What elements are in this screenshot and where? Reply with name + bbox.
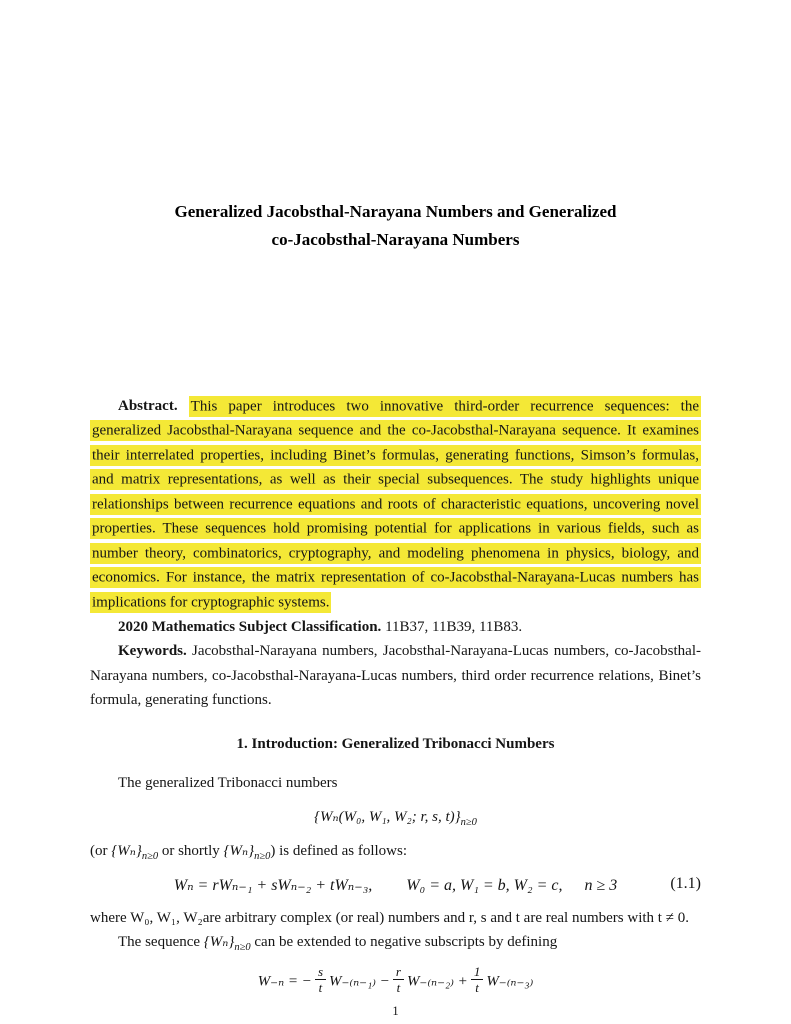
- equation-initial-values: W₀ = a, W₁ = b, W₂ = c,: [406, 876, 563, 894]
- abstract-highlighted-text: This paper introduces two innovative third-order recurrence sequences: the generalized Jacobsthal-Narayana sequence and the co-Jacobsthal-Narayana sequence. It examines their interrelated properties, including Binet’s formulas, generating functions, Simson’s formulas, and matrix representations, as well as their special subsequences. The study highlights unique relationships between recurrence equations and roots of characteristic equations, uncovering novel properties. These sequences hold promising potential for applications in various fields, such as number theory, combinatorics, cryptography, and modeling phenomena in physics, biology, and economics. For instance, the matrix representation of co-Jacobsthal-Narayana-Lucas numbers has implications for cryptographic systems.: [90, 396, 701, 613]
- definition-paragraph: [90, 839, 701, 864]
- sequence-set-3: {Wₙ}: [203, 934, 235, 950]
- fraction-3-denominator: t: [471, 979, 484, 995]
- sequence-set-1-subscript: n≥0: [141, 851, 159, 862]
- neg-eq-term-2: W₋₍ₙ₋₂₎ +: [406, 973, 468, 989]
- paper-title: [90, 198, 701, 254]
- negative-subscripts-paragraph: [90, 930, 701, 955]
- paper-title-line1: Generalized Jacobsthal-Narayana Numbers and Generalized: [174, 202, 617, 221]
- fraction-1-denominator: t: [315, 979, 326, 995]
- section-heading: 1. Introduction: Generalized Tribonacci Numbers: [236, 735, 555, 752]
- display-math-sequence: [90, 804, 701, 830]
- page-number: 1: [392, 1003, 399, 1018]
- msc-text: 11B37, 11B39, 11B83.: [385, 618, 523, 635]
- fraction-2-numerator: r: [395, 963, 401, 979]
- fraction-1-numerator: s: [317, 963, 323, 979]
- keywords-label: Keywords.: [118, 643, 187, 659]
- where-paragraph: where W₀, W₁, W₂are arbitrary complex (or real) numbers and r, s and t are real numbers with t ≠ 0.: [90, 909, 689, 926]
- fraction-3-numerator: 1: [473, 963, 481, 979]
- abstract-paragraph: [90, 394, 701, 615]
- keywords-text: Jacobsthal-Narayana numbers, Jacobsthal-Narayana-Lucas numbers, co-Jacobsthal-Narayana numbers, co-Jacobsthal-Narayana-Lucas numbers, third order recurrence relations, Binet’s formula, generating functions.: [90, 643, 702, 708]
- neg-eq-term-3: W₋₍ₙ₋₃₎: [486, 973, 534, 989]
- display-math-negative-recurrence: [90, 965, 701, 995]
- negative-subscripts-pre-text: The sequence: [118, 934, 204, 950]
- equation-condition: n ≥ 3: [584, 876, 618, 894]
- fraction-2-denominator: t: [393, 979, 404, 995]
- msc-label: 2020 Mathematics Subject Classification.: [118, 618, 382, 635]
- fraction-1-over-t: [471, 965, 484, 995]
- sequence-set-2-subscript: n≥0: [254, 851, 271, 862]
- sequence-subscript: n≥0: [460, 817, 477, 828]
- sequence-set-3-subscript: n≥0: [234, 942, 251, 953]
- definition-mid-text: or shortly: [158, 843, 224, 859]
- definition-post-text: ) is defined as follows:: [270, 843, 407, 859]
- intro-paragraph: The generalized Tribonacci numbers: [118, 774, 338, 791]
- fraction-r-over-t: [393, 965, 404, 995]
- sequence-set-2: {Wₙ}: [223, 843, 255, 859]
- sequence-set-1: {Wₙ}: [111, 843, 142, 859]
- equation-number: (1.1): [670, 874, 701, 892]
- fraction-s-over-t: [315, 965, 326, 995]
- equation-recurrence: Wₙ = rWₙ₋₁ + sWₙ₋₂ + tWₙ₋₃,: [173, 876, 373, 894]
- neg-eq-term-1: W₋₍ₙ₋₁₎ −: [329, 973, 390, 989]
- paper-title-line2: co-Jacobsthal-Narayana Numbers: [271, 230, 520, 249]
- sequence-notation: {Wₙ(W₀, W₁, W₂; r, s, t)}: [314, 809, 461, 825]
- neg-eq-lhs: W₋ₙ = −: [257, 973, 312, 989]
- equation-1-1: [90, 875, 701, 895]
- definition-pre-text: (or: [90, 843, 112, 859]
- negative-subscripts-post-text: can be extended to negative subscripts by defining: [250, 934, 558, 950]
- msc-paragraph: [90, 615, 701, 640]
- keywords-paragraph: [90, 639, 701, 713]
- abstract-label: Abstract.: [118, 398, 178, 414]
